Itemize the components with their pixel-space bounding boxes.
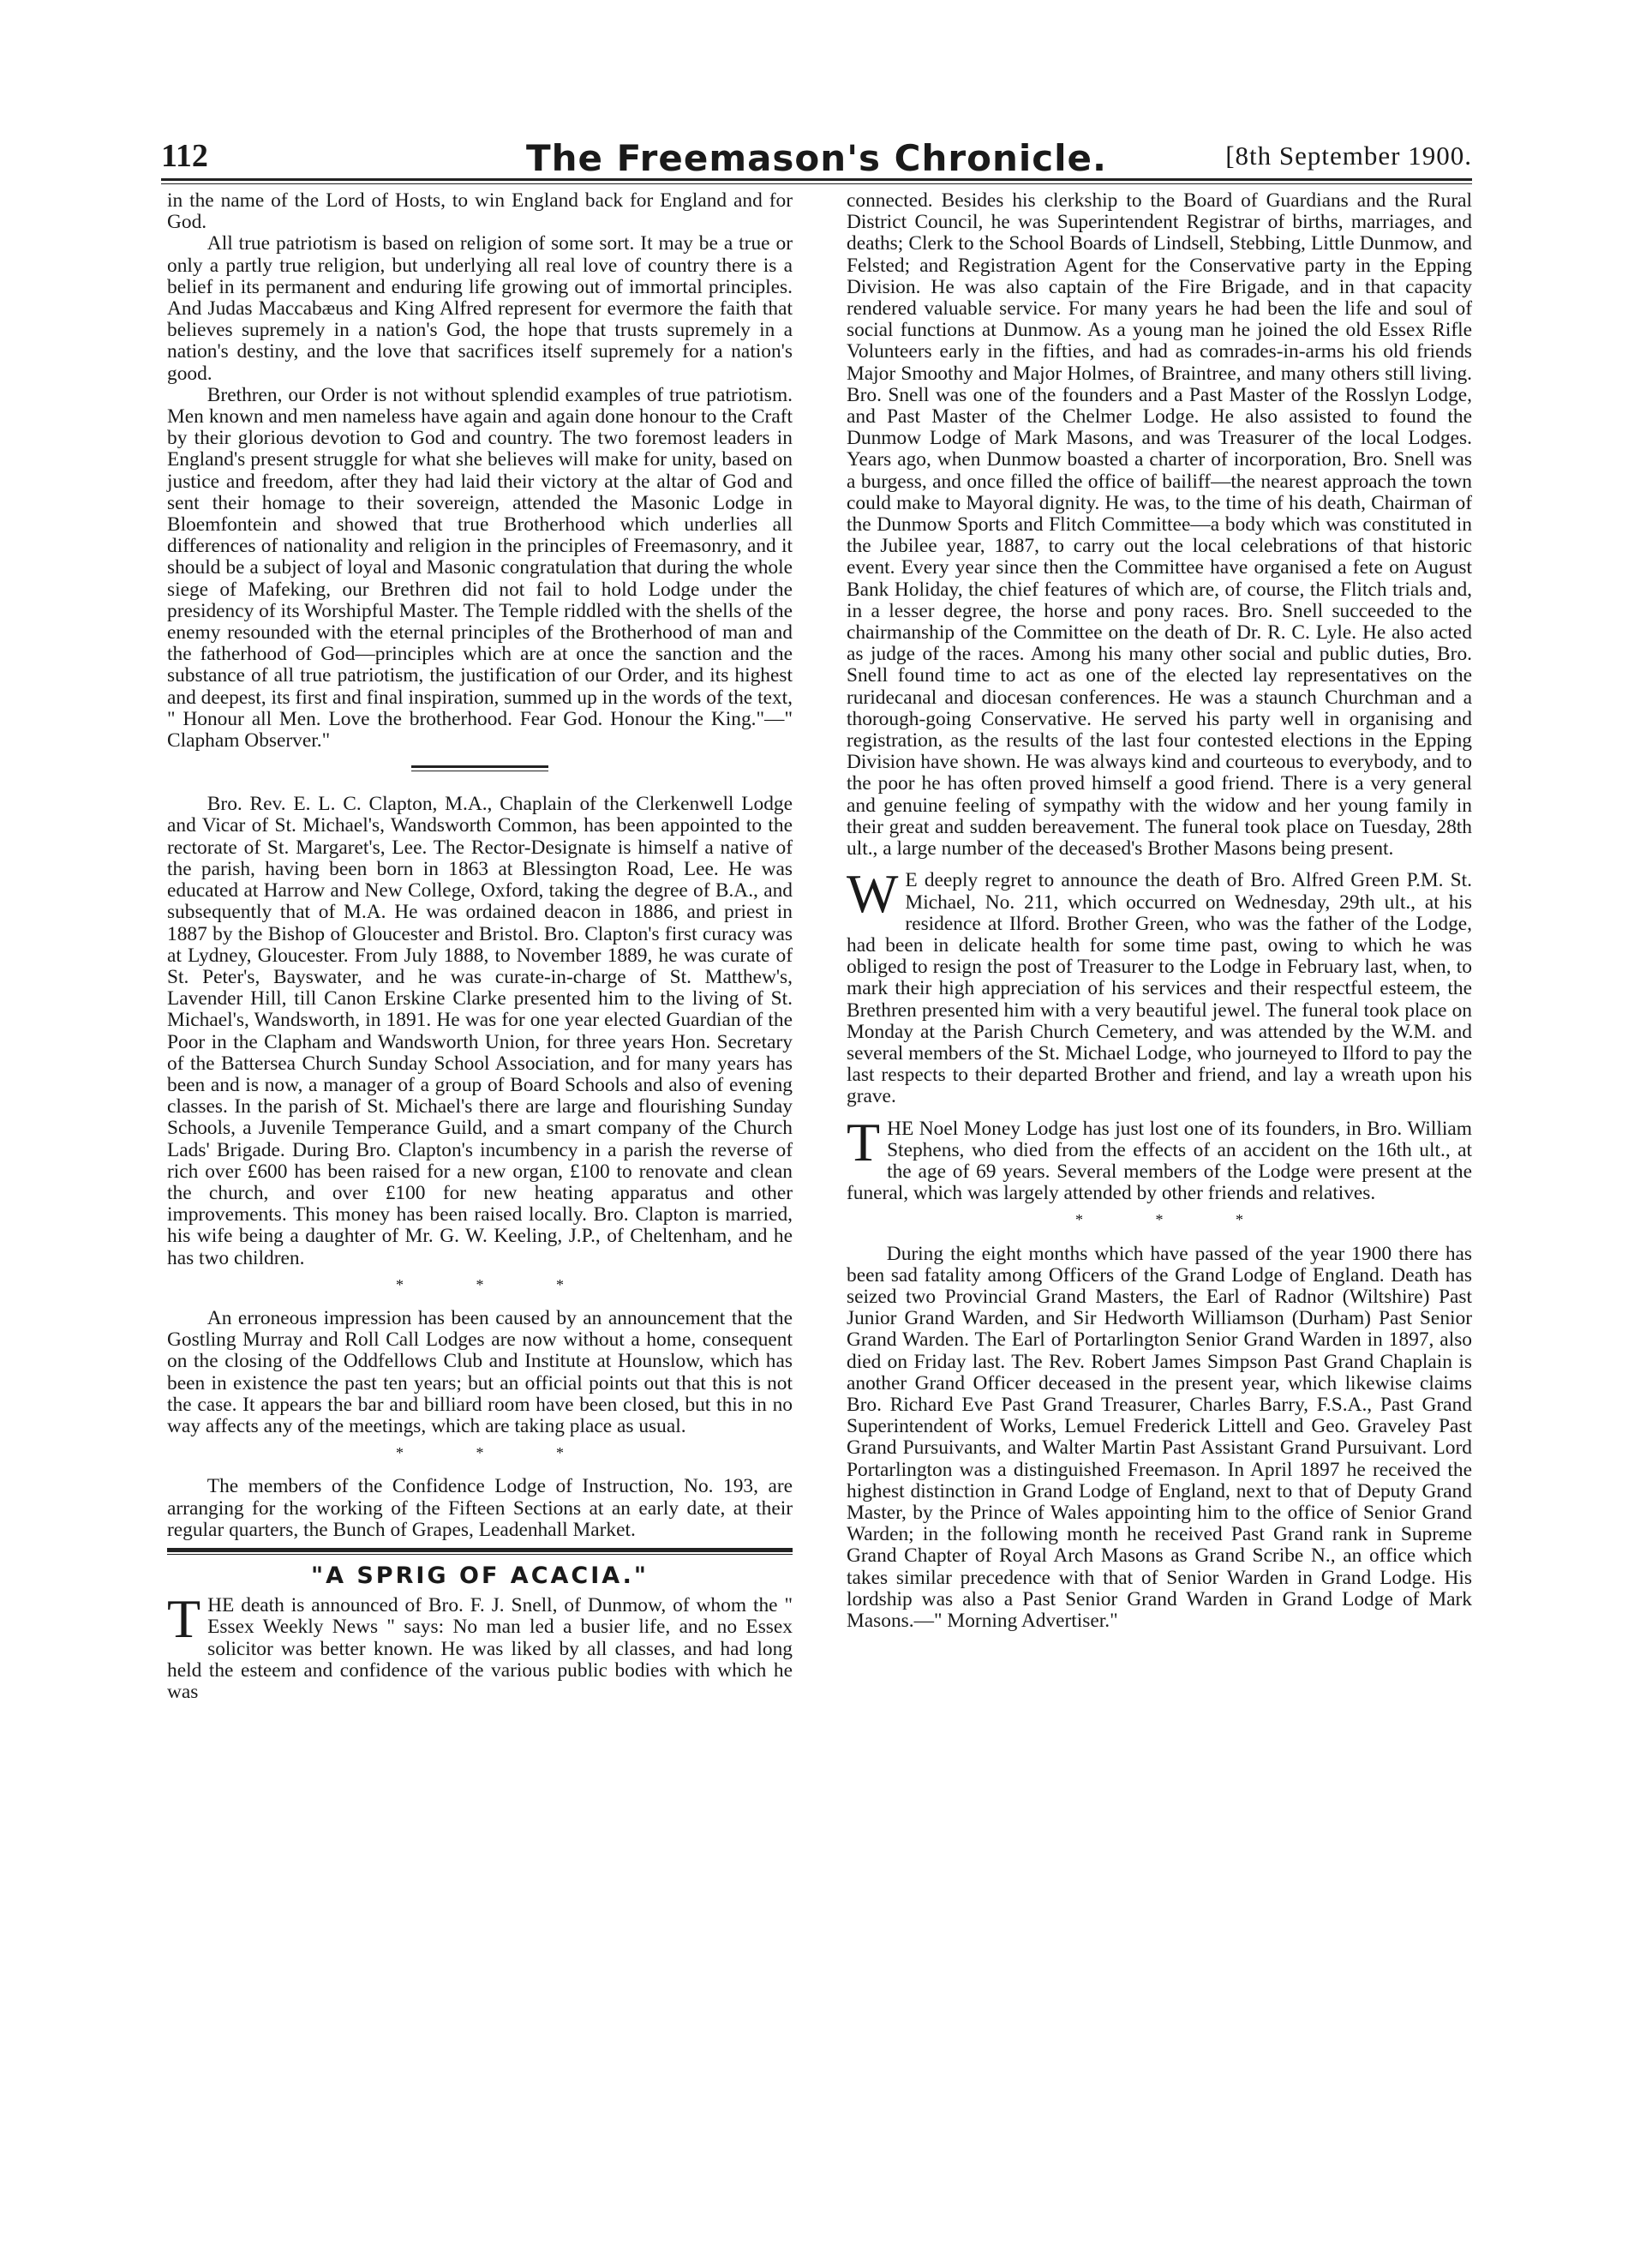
drop-cap: W (847, 863, 899, 925)
snell-obituary-text: HE death is announced of Bro. F. J. Snell, of Dunmow, of whom the " Essex Weekly News " says: No man led a busier life, and no Essex solicitor was better known. He was liked by all classes, and had long held the esteem and confidence of the various public bodies with which he was (167, 1594, 793, 1703)
drop-cap: T (847, 1111, 881, 1172)
issue-date: [8th September 1900. (1225, 141, 1472, 171)
grand-lodge-officers-article: During the eight months which have passed of the year 1900 there has been sad fatality among Officers of the Grand Lodge of England. Death has seized two Provincial Grand Masters, the Earl of Radnor (Wiltshire) Past Junior Grand Warden, and Sir Hedworth Williamson (Durham) Past Senior Grand Warden. The Earl of Portarlington Senior Grand Warden in 1897, also died on Friday last. The Rev. Robert James Simpson Past Grand Chaplain is another Grand Officer deceased in the present year, which likewise claims Bro. Richard Eve Past Grand Treasurer, Charles Barry, F.S.A., Past Grand Superintendent of Works, Lemuel Frederick Littell and Geo. Graveley Past Grand Pursuivants, and Walter Martin Past Assistant Grand Pursuivant. Lord Portarlington was a distinguished Freemason. In April 1897 he received the highest distinction in Grand Lodge of England, next to that of Deputy Grand Master, by the Prince of Wales appointing him to the office of Senior Grand Warden; in the following month he received Past Grand rank in Supreme Grand Chapter of Royal Arch Masons as Grand Scribe N., an office which takes similar precedence with that of Senior Warden in Grand Lodge. His lordship was also a Past Senior Grand Warden in Grand Lodge of Mark Masons.—" Morning Advertiser." (847, 1242, 1472, 1632)
stars-divider: * * * (396, 1444, 598, 1462)
header-rule (161, 178, 1472, 184)
stars-divider: * * * (396, 1275, 598, 1293)
stars-divider: * * * (1075, 1211, 1278, 1229)
publication-title: The Freemason's Chronicle. (525, 137, 1107, 179)
green-obituary-text: E deeply regret to announce the death of Bro. Alfred Green P.M. St. Michael, No. 211, which occurred on Wednesday, 29th ult., at his residence at Ilford. Brother Green, who was the father of the Lodge, had been in delicate health for some time past, owing to which he was obliged to resign the post of Treasurer to the Lodge in February last, when, to mark their high appreciation of his services and their respectful esteem, the Brethren presented him with a very beautiful jewel. The funeral took place on Monday at the Parish Church Cemetery, and was attended by the W.M. and several members of the St. Michael Lodge, who journeyed to Ilford to pay the last respects to their departed Brother and friend, and lay a wreath upon his grave. (847, 869, 1472, 1108)
drop-cap: T (167, 1588, 201, 1650)
page-number: 112 (161, 138, 208, 174)
snell-obituary-continued: connected. Besides his clerkship to the Board of Guardians and the Rural District Council, he was Superintendent Registrar of births, marriages, and deaths; Clerk to the School Boards of Lindsell, Stebbing, Little Dunmow, and Felsted; and Registration Agent for the Conservative party in the Epping Division. He was also captain of the Fire Brigade, and in that capacity rendered valuable service. For many years he had been the life and soul of social functions at Dunmow. As a young man he joined the old Essex Rifle Volunteers early in the fifties, and had as comrades-in-arms his old friends Major Smoothy and Major Holmes, of Braintree, and many others still living. Bro. Snell was one of the founders and a Past Master of the Rosslyn Lodge, and Past Master of the Chelmer Lodge. He also assisted to found the Dunmow Lodge of Mark Masons, and was Treasurer of the local Lodges. Years ago, when Dunmow boasted a charter of incorporation, Bro. Snell was a burgess, and once filled the office of bailiff—the nearest approach the town could make to Mayoral dignity. He was, to the time of his death, Chairman of the Dunmow Sports and Flitch Committee—a body which was constituted in the Jubilee year, 1887, to carry out the local celebrations of that historic event. Every year since then the Committee have organised a fete on August Bank Holiday, the chief features of which are, of course, the Flitch trials and, in a lesser degree, the horse and pony races. Bro. Snell succeeded to the chairmanship of the Committee on the death of Dr. R. C. Lyle. He also acted as judge of the races. Among his many other social and public duties, Bro. Snell found time to act as one of the elected lay representatives on the ruridecanal and diocesan conferences. He was a staunch Churchman and a thorough-going Conservative. He served his party well in organising and registration, as the results of the last four contested elections in the Epping Division have shown. He was always kind and courteous to everybody, and to the poor he has often proved himself a good friend. There is a very general and genuine feeling of sympathy with the widow and her young family in their great and sudden bereavement. The funeral took place on Tuesday, 28th ult., a large number of the deceased's Brother Masons being present. (847, 189, 1472, 861)
patriotism-paragraph-2: All true patriotism is based on religion of some sort. It may be a true or only a partly true religion, but underlying all real love of country there is a belief in its permanent and enduring life growing out of immortal principles. And Judas Maccabæus and King Alfred represent for evermore the faith that believes supremely in a nation's God, the hope that trusts supremely in a nation's destiny, and the love that sacrifices itself supremely for a nation's good. (167, 232, 793, 385)
noel-money-lodge-article (847, 1111, 1472, 1205)
patriotism-paragraph-3: Brethren, our Order is not without splendid examples of true patriotism. Men known and men nameless have again and again done honour to the Craft by their glorious devotion to God and country. The two foremost leaders in England's present struggle for what she believes will make for unity, based on justice and freedom, after they had laid their victory at the altar of God and sent their homage to their sovereign, attended the Masonic Lodge in Bloemfontein and showed that true Brotherhood which underlies all differences of nationality and religion in the principles of Freemasonry, and it should be a subject of loyal and Masonic congratulation that during the whole siege of Mafeking, our Brethren did not fail to hold Lodge under the presidency of its Worshipful Master. The Temple riddled with the shells of the enemy resounded with the eternal principles of the Brotherhood of man and the fatherhood of God—principles which are at once the sanction and the substance of all true patriotism, the justification of our Order, and its highest and deepest, its first and final inspiration, summed up in the words of the text, " Honour all Men. Love the brotherhood. Fear God. Honour the King."—" Clapham Observer." (167, 383, 793, 753)
section-divider (411, 765, 548, 771)
snell-obituary-start (167, 1588, 793, 1703)
left-column (167, 190, 793, 1703)
patriotism-paragraph-1: in the name of the Lord of Hosts, to win England back for England and for God. (167, 189, 793, 234)
green-obituary (847, 863, 1472, 1108)
noel-money-lodge-text: HE Noel Money Lodge has just lost one of its founders, in Bro. William Stephens, who died from the effects of an accident on the 16th ult., at the age of 69 years. Several members of the Lodge were present at the funeral, which was largely attended by other friends and relatives. (847, 1117, 1472, 1205)
right-column (847, 190, 1472, 1632)
page-header (161, 137, 1472, 180)
acacia-heading: "A SPRIG OF ACACIA." (311, 1562, 649, 1589)
section-divider-heavy (167, 1548, 793, 1555)
confidence-lodge-article: The members of the Confidence Lodge of Instruction, No. 193, are arranging for the working of the Fifteen Sections at an early date, at their regular quarters, the Bunch of Grapes, Leadenhall Market. (167, 1475, 793, 1541)
clapton-article: Bro. Rev. E. L. C. Clapton, M.A., Chaplain of the Clerkenwell Lodge and Vicar of St. Michael's, Wandsworth Common, has been appointed to the rectorate of St. Margaret's, Lee. The Rector-Designate is himself a native of the parish, having been born in 1863 at Blessington Road, Lee. He was educated at Harrow and New College, Oxford, taking the degree of B.A., and subsequently that of M.A. He was ordained deacon in 1886, and priest in 1887 by the Bishop of Gloucester and Bristol. Bro. Clapton's first curacy was at Lydney, Gloucester. From July 1888, to November 1889, he was curate of St. Peter's, Bayswater, and he was curate-in-charge of St. Matthew's, Lavender Hill, till Canon Erskine Clarke presented him to the living of St. Michael's, Wandsworth, in 1891. He was for one year elected Guardian of the Poor in the Clapham and Wandsworth Union, for three years Hon. Secretary of the Battersea Church Sunday School Association, and for many years has been and is now, a manager of a group of Board Schools and also of evening classes. In the parish of St. Michael's there are large and flourishing Sunday Schools, a Juvenile Temperance Guild, and a smart company of the Church Lads' Brigade. During Bro. Clapton's incumbency in a parish the reverse of rich over £600 has been raised for a new organ, £100 to renovate and clean the church, and over £100 for new heating apparatus and other improvements. This money has been raised locally. Bro. Clapton is married, his wife being a daughter of Mr. G. W. Keeling, J.P., of Cheltenham, and he has two children. (167, 793, 793, 1269)
erroneous-impression-article: An erroneous impression has been caused by an announcement that the Gostling Murray and Roll Call Lodges are now without a home, consequent on the closing of the Oddfellows Club and Institute at Hounslow, which has been in existence the past ten years; but an official points out that this is not the case. It appears the bar and billiard room have been closed, but this in no way affects any of the meetings, which are taking place as usual. (167, 1306, 793, 1437)
